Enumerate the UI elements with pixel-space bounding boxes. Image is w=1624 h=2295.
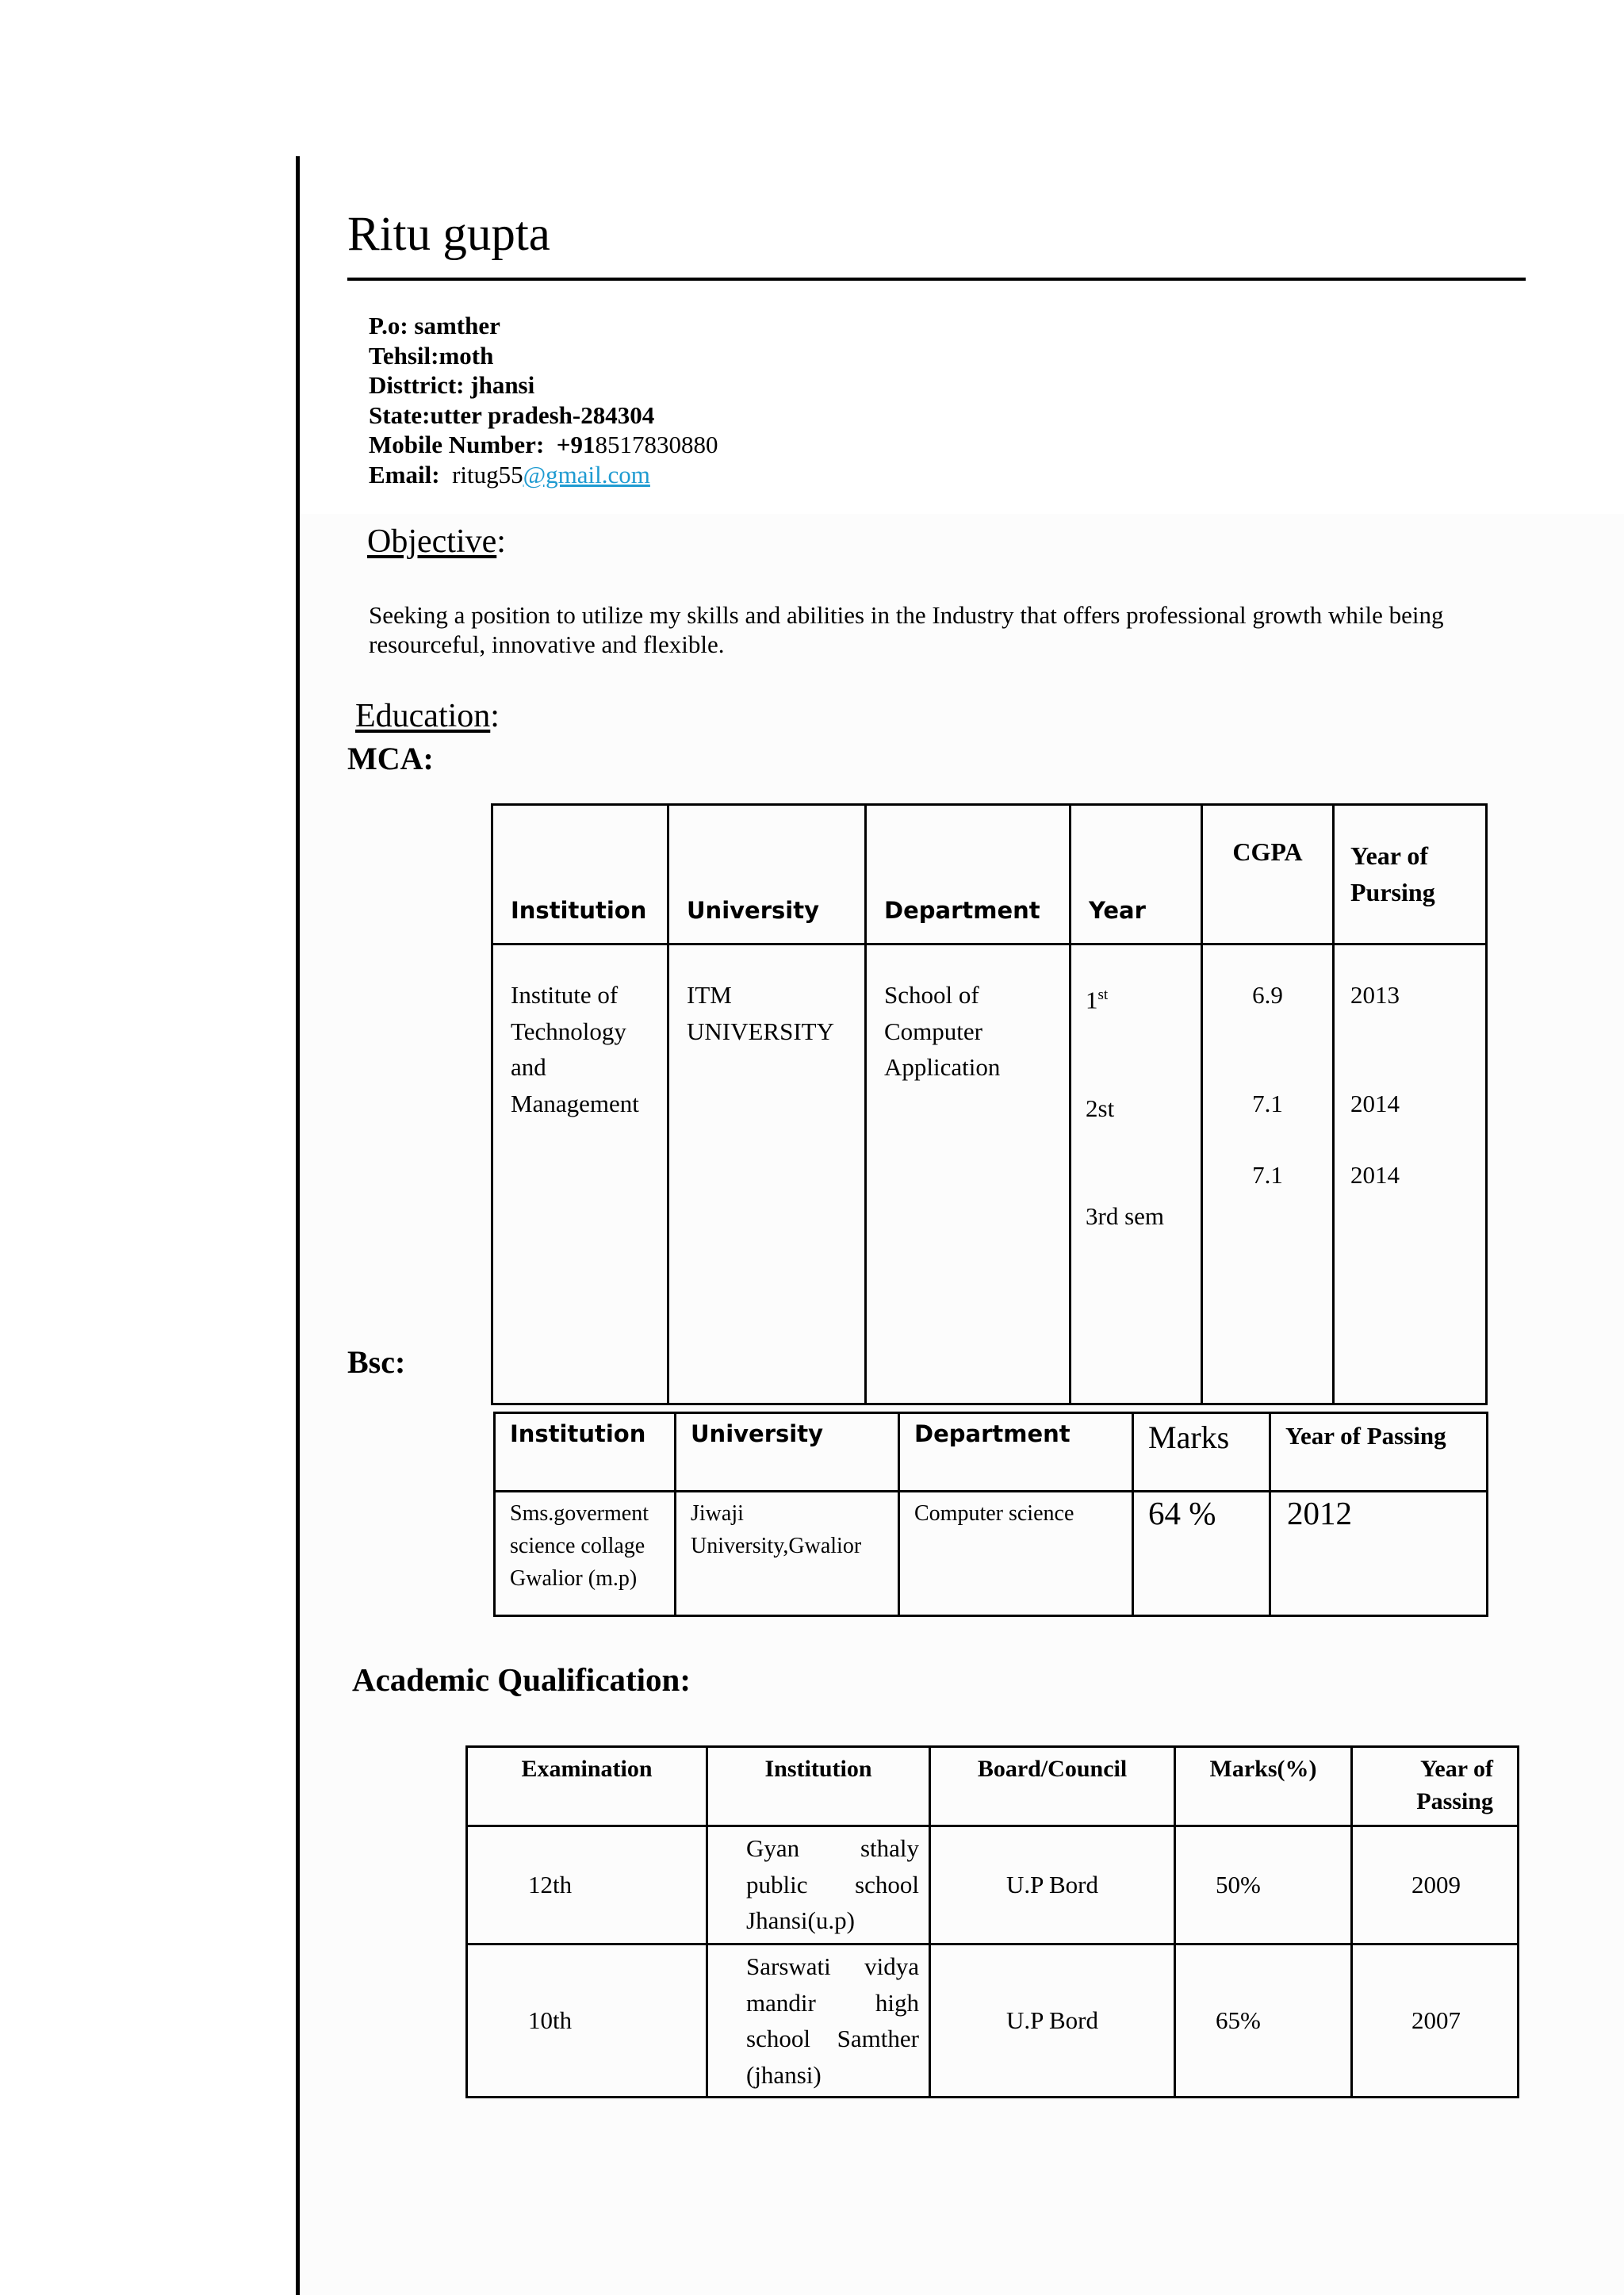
mca-institution: Institute of Technology and Management	[492, 944, 668, 1404]
mca-header-university: University	[668, 805, 866, 944]
bsc-label: Bsc:	[347, 1344, 406, 1380]
email-link[interactable]: @gmail.com	[523, 460, 650, 489]
bsc-institution: Sms.goverment science collage Gwalior (m.p)	[495, 1492, 676, 1616]
bsc-header-department: Department	[899, 1413, 1133, 1492]
left-margin-line	[296, 156, 300, 2295]
bsc-table	[493, 1412, 1488, 1617]
state-row: State:utter pradesh-284304	[369, 400, 655, 429]
bsc-header-institution: Institution	[495, 1413, 676, 1492]
mca-header-cgpa: CGPA	[1202, 805, 1334, 944]
mca-cgpa: 6.9 7.1 7.1	[1202, 944, 1334, 1404]
tehsil-row: Tehsil:moth	[369, 341, 494, 370]
bsc-header-year-of-passing: Year of Passing	[1270, 1413, 1488, 1492]
academic-marks: 50%	[1175, 1826, 1352, 1944]
academic-header-board: Board/Council	[930, 1747, 1175, 1826]
objective-text: Seeking a position to utilize my skills and abilities in the Industry that offers professional growth while being resourceful, innovative and flexible.	[369, 601, 1444, 658]
academic-row-12th	[467, 1826, 1519, 1944]
academic-header-marks: Marks(%)	[1175, 1747, 1352, 1826]
name-underline	[347, 278, 1526, 281]
mca-header-row	[492, 805, 1487, 944]
email-row: Email: ritug55@gmail.com	[369, 460, 650, 489]
bsc-data-row	[495, 1492, 1488, 1616]
bsc-department: Computer science	[899, 1492, 1133, 1616]
mca-year: 1st 2st 3rd sem	[1071, 944, 1202, 1404]
mca-label: MCA:	[347, 741, 434, 776]
po-row: P.o: samther	[369, 312, 500, 339]
mca-header-department: Department	[866, 805, 1071, 944]
bsc-university: Jiwaji University,Gwalior	[676, 1492, 899, 1616]
mobile-row: Mobile Number: +918517830880	[369, 431, 718, 458]
bsc-header-university: University	[676, 1413, 899, 1492]
bsc-marks: 64 %	[1133, 1492, 1270, 1616]
academic-header-institution: Institution	[707, 1747, 930, 1826]
academic-exam: 10th	[467, 1944, 707, 2098]
mca-university: ITM UNIVERSITY	[668, 944, 866, 1404]
bsc-year: 2012	[1270, 1492, 1488, 1616]
academic-header-row	[467, 1747, 1519, 1826]
academic-header-examination: Examination	[467, 1747, 707, 1826]
academic-year: 2007	[1352, 1944, 1519, 2098]
candidate-name: Ritu gupta	[347, 208, 550, 261]
mca-department: School of Computer Application	[866, 944, 1071, 1404]
contact-block	[369, 311, 718, 489]
academic-institution: Sarswati vidya mandir high school Samther (jhansi)	[707, 1944, 930, 2098]
bsc-header-marks: Marks	[1133, 1413, 1270, 1492]
mca-header-year-of-pursing: Year of Pursing	[1334, 805, 1487, 944]
academic-board: U.P Bord	[930, 1826, 1175, 1944]
bsc-header-row	[495, 1413, 1488, 1492]
academic-marks: 65%	[1175, 1944, 1352, 2098]
mca-header-year: Year	[1071, 805, 1202, 944]
academic-table	[465, 1745, 1519, 2098]
mca-data-row	[492, 944, 1487, 1404]
mca-header-institution: Institution	[492, 805, 668, 944]
academic-institution: Gyan sthaly public school Jhansi(u.p)	[707, 1826, 930, 1944]
mca-year-of-pursing: 2013 2014 2014	[1334, 944, 1487, 1404]
mca-table	[491, 803, 1488, 1405]
academic-exam: 12th	[467, 1826, 707, 1944]
district-row: Disttrict: jhansi	[369, 371, 535, 399]
academic-heading: Academic Qualification:	[352, 1661, 691, 1698]
academic-row-10th	[467, 1944, 1519, 2098]
academic-year: 2009	[1352, 1826, 1519, 1944]
academic-header-year-of-passing: Year of Passing	[1352, 1747, 1519, 1826]
objective-heading: Objective:	[367, 523, 506, 560]
education-heading: Education:	[355, 698, 500, 734]
academic-board: U.P Bord	[930, 1944, 1175, 2098]
